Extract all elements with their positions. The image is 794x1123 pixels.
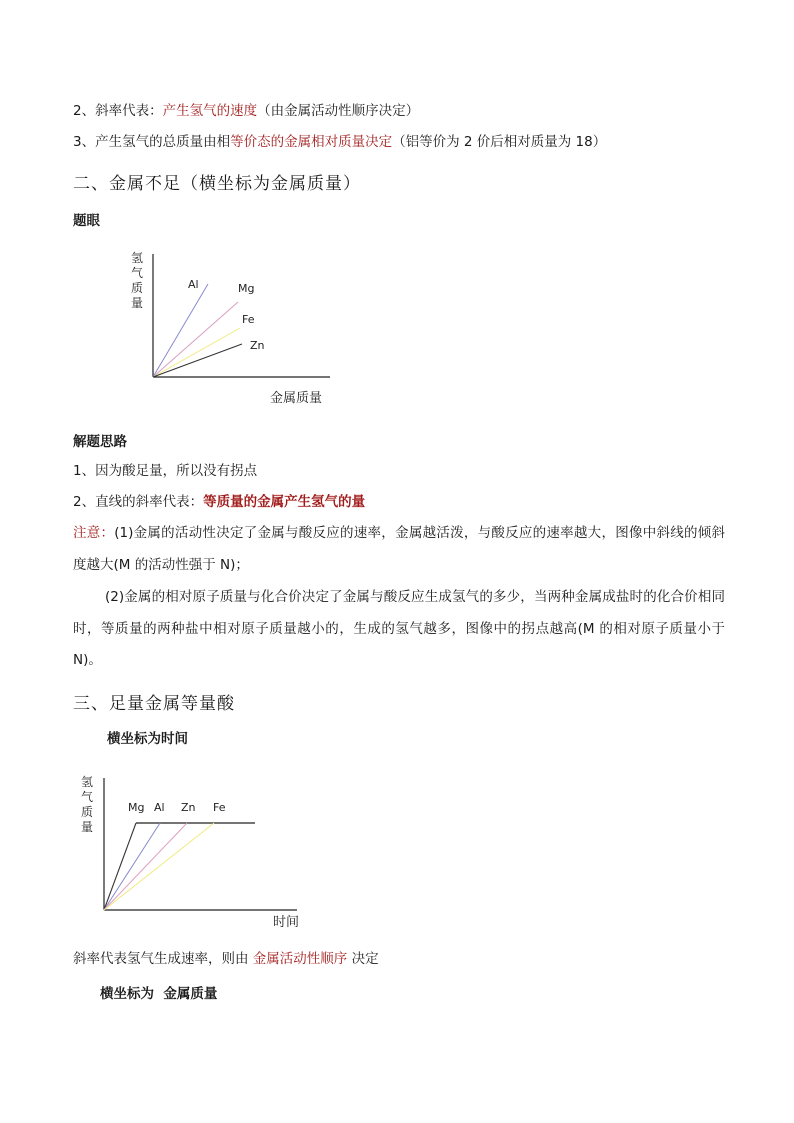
slope-suffix: （由金属活动性顺序决定） (257, 103, 420, 119)
no-turning-point-line: 1、因为酸足量，所以没有拐点 (73, 463, 258, 479)
metal-mass-chart (120, 242, 350, 412)
y-axis-label-char: 量 (130, 296, 144, 310)
total-mass-prefix: 3、产生氢气的总质量由相 (73, 134, 231, 150)
note-paragraph-1 (73, 518, 725, 581)
line-slope-prefix: 2、直线的斜率代表： (73, 494, 204, 510)
slope-highlight: 产生氢气的速度 (162, 103, 258, 119)
y-axis-label-char: 质 (130, 281, 144, 295)
line-slope-highlight: 等质量的金属产生氢气的量 (203, 494, 366, 510)
label-al: Al (188, 278, 199, 291)
line-al (153, 284, 208, 377)
time-chart (72, 768, 312, 938)
y-axis-label-char: 氢 (130, 251, 144, 265)
conclusion-highlight: 金属活动性顺序 (252, 951, 348, 967)
line-zn (104, 823, 187, 910)
slope-prefix: 2、斜率代表： (73, 103, 163, 119)
label-zn: Zn (181, 801, 196, 814)
note1-text: (1)金属的活动性决定了金属与酸反应的速率，金属越活泼，与酸反应的速率越大，图像中斜线的倾斜度越大(M 的活动性强于 N)； (73, 525, 726, 573)
slope-meaning-line (73, 101, 419, 121)
sub-heading-time: 横坐标为时间 (107, 731, 188, 747)
note-paragraph-2: (2)金属的相对原子质量与化合价决定了金属与酸反应生成氢气的多少，当两种金属成盐时的化合价相同时，等质量的两种盐中相对原子质量越小的，生成的氢气越多，图像中的拐点越高(M 的相对原子质量小于 N)。 (73, 589, 725, 668)
line-al (104, 823, 160, 910)
conclusion-suffix: 决定 (347, 951, 379, 967)
x-axis-label: 时间 (273, 915, 300, 930)
section-heading-metal-insufficient: 二、金属不足（横坐标为金属质量） (73, 174, 361, 194)
conclusion-prefix: 斜率代表氢气生成速率，则由 (73, 951, 253, 967)
total-mass-highlight: 等价态的金属相对质量决定 (230, 134, 393, 150)
y-axis-label-char: 量 (80, 820, 94, 834)
note-label: 注意： (73, 525, 115, 541)
label-mg: Mg (128, 801, 145, 814)
label-mg: Mg (238, 282, 255, 295)
line-slope-meaning (73, 492, 365, 512)
conclusion-line (73, 949, 379, 969)
y-axis-label-char: 气 (80, 790, 94, 804)
total-mass-line (73, 132, 606, 152)
line-zn (153, 344, 242, 377)
label-fe: Fe (213, 801, 226, 814)
sub-heading-metal-mass: 横坐标为 金属质量 (100, 986, 218, 1002)
jieti-label: 解题思路 (73, 434, 127, 450)
y-axis-label-char: 气 (130, 266, 144, 280)
total-mass-suffix: （铝等价为 2 价后相对质量为 18） (392, 134, 607, 150)
line-fe (153, 328, 240, 377)
y-axis-label-char: 氢 (80, 775, 94, 789)
y-axis-label-char: 质 (80, 805, 94, 819)
line-mg (153, 302, 238, 377)
label-zn: Zn (250, 339, 265, 352)
label-al: Al (154, 801, 165, 814)
tiyan-label: 题眼 (73, 213, 100, 229)
section-heading-sufficient-metal: 三、足量金属等量酸 (73, 694, 235, 714)
label-fe: Fe (242, 313, 255, 326)
x-axis-label: 金属质量 (270, 391, 323, 406)
